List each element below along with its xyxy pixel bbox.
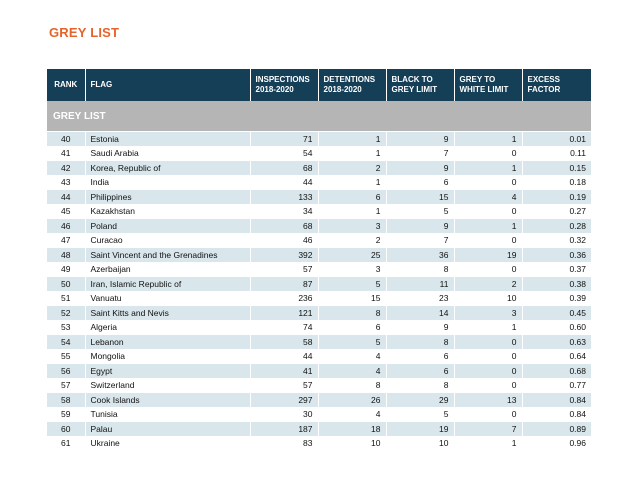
header-excess-factor: EXCESS FACTOR [522,69,591,101]
cell-detentions: 4 [318,364,386,379]
cell-grey-to-white: 7 [454,422,522,437]
table-row [47,335,591,350]
table-row [47,190,591,205]
cell-rank: 47 [47,233,85,248]
cell-rank: 51 [47,291,85,306]
cell-detentions: 6 [318,190,386,205]
table-row [47,378,591,393]
cell-flag: Estonia [85,132,250,147]
cell-grey-to-white: 0 [454,233,522,248]
cell-detentions: 2 [318,233,386,248]
cell-rank: 49 [47,262,85,277]
cell-excess-factor: 0.32 [522,233,591,248]
table-row [47,349,591,364]
cell-inspections: 30 [250,407,318,422]
cell-rank: 52 [47,306,85,321]
cell-grey-to-white: 1 [454,132,522,147]
cell-black-to-grey: 14 [386,306,454,321]
table-row [47,175,591,190]
cell-grey-to-white: 0 [454,378,522,393]
header-detentions: DETENTIONS 2018-2020 [318,69,386,101]
cell-grey-to-white: 0 [454,335,522,350]
cell-detentions: 3 [318,262,386,277]
header-rank: RANK [47,69,85,101]
cell-excess-factor: 0.64 [522,349,591,364]
table-row [47,277,591,292]
cell-flag: Lebanon [85,335,250,350]
cell-black-to-grey: 6 [386,364,454,379]
cell-black-to-grey: 8 [386,378,454,393]
cell-flag: Curacao [85,233,250,248]
cell-black-to-grey: 5 [386,407,454,422]
cell-rank: 44 [47,190,85,205]
table-row [47,161,591,176]
table-row [47,364,591,379]
cell-flag: Iran, Islamic Republic of [85,277,250,292]
cell-flag: Tunisia [85,407,250,422]
cell-black-to-grey: 9 [386,161,454,176]
cell-detentions: 1 [318,175,386,190]
cell-inspections: 71 [250,132,318,147]
cell-grey-to-white: 0 [454,146,522,161]
cell-rank: 40 [47,132,85,147]
table-row [47,422,591,437]
cell-rank: 54 [47,335,85,350]
cell-detentions: 1 [318,146,386,161]
cell-flag: India [85,175,250,190]
cell-inspections: 41 [250,364,318,379]
cell-black-to-grey: 29 [386,393,454,408]
cell-detentions: 2 [318,161,386,176]
cell-black-to-grey: 9 [386,219,454,234]
cell-inspections: 34 [250,204,318,219]
cell-excess-factor: 0.84 [522,393,591,408]
cell-inspections: 83 [250,436,318,451]
cell-grey-to-white: 2 [454,277,522,292]
cell-detentions: 1 [318,204,386,219]
cell-excess-factor: 0.60 [522,320,591,335]
cell-rank: 58 [47,393,85,408]
table-row [47,219,591,234]
cell-inspections: 54 [250,146,318,161]
cell-rank: 41 [47,146,85,161]
cell-inspections: 74 [250,320,318,335]
cell-inspections: 46 [250,233,318,248]
cell-grey-to-white: 19 [454,248,522,263]
cell-excess-factor: 0.38 [522,277,591,292]
header-black-to-grey: BLACK TO GREY LIMIT [386,69,454,101]
header-flag: FLAG [85,69,250,101]
cell-inspections: 133 [250,190,318,205]
cell-inspections: 392 [250,248,318,263]
cell-rank: 50 [47,277,85,292]
cell-black-to-grey: 10 [386,436,454,451]
section-row [47,101,591,132]
cell-inspections: 44 [250,175,318,190]
cell-flag: Cook Islands [85,393,250,408]
cell-grey-to-white: 0 [454,407,522,422]
cell-flag: Vanuatu [85,291,250,306]
table-row [47,436,591,451]
cell-grey-to-white: 10 [454,291,522,306]
table-row [47,146,591,161]
cell-inspections: 44 [250,349,318,364]
cell-flag: Egypt [85,364,250,379]
cell-inspections: 236 [250,291,318,306]
cell-black-to-grey: 8 [386,262,454,277]
cell-black-to-grey: 9 [386,132,454,147]
cell-inspections: 68 [250,161,318,176]
cell-excess-factor: 0.63 [522,335,591,350]
cell-excess-factor: 0.77 [522,378,591,393]
cell-detentions: 25 [318,248,386,263]
cell-rank: 46 [47,219,85,234]
cell-black-to-grey: 36 [386,248,454,263]
cell-excess-factor: 0.84 [522,407,591,422]
cell-black-to-grey: 15 [386,190,454,205]
cell-grey-to-white: 0 [454,262,522,277]
cell-excess-factor: 0.89 [522,422,591,437]
grey-list-table [47,69,591,451]
cell-rank: 55 [47,349,85,364]
table-row [47,320,591,335]
cell-grey-to-white: 1 [454,320,522,335]
cell-flag: Saint Vincent and the Grenadines [85,248,250,263]
cell-black-to-grey: 19 [386,422,454,437]
cell-rank: 48 [47,248,85,263]
cell-excess-factor: 0.27 [522,204,591,219]
cell-flag: Azerbaijan [85,262,250,277]
cell-flag: Philippines [85,190,250,205]
section-label: GREY LIST [47,101,591,132]
page-title: GREY LIST [49,25,120,40]
table-row [47,393,591,408]
cell-flag: Ukraine [85,436,250,451]
cell-grey-to-white: 1 [454,219,522,234]
cell-excess-factor: 0.18 [522,175,591,190]
cell-rank: 56 [47,364,85,379]
cell-black-to-grey: 7 [386,146,454,161]
cell-black-to-grey: 23 [386,291,454,306]
header-grey-to-white: GREY TO WHITE LIMIT [454,69,522,101]
cell-excess-factor: 0.01 [522,132,591,147]
cell-black-to-grey: 6 [386,175,454,190]
cell-excess-factor: 0.28 [522,219,591,234]
cell-rank: 61 [47,436,85,451]
cell-grey-to-white: 0 [454,204,522,219]
cell-detentions: 8 [318,378,386,393]
cell-detentions: 1 [318,132,386,147]
cell-black-to-grey: 11 [386,277,454,292]
cell-grey-to-white: 0 [454,364,522,379]
cell-excess-factor: 0.11 [522,146,591,161]
cell-detentions: 3 [318,219,386,234]
header-row [47,69,591,101]
cell-flag: Palau [85,422,250,437]
cell-flag: Saint Kitts and Nevis [85,306,250,321]
cell-flag: Saudi Arabia [85,146,250,161]
cell-flag: Poland [85,219,250,234]
table-row [47,291,591,306]
cell-grey-to-white: 1 [454,436,522,451]
cell-black-to-grey: 9 [386,320,454,335]
cell-rank: 60 [47,422,85,437]
cell-inspections: 187 [250,422,318,437]
table-row [47,306,591,321]
cell-excess-factor: 0.45 [522,306,591,321]
cell-flag: Korea, Republic of [85,161,250,176]
cell-inspections: 57 [250,262,318,277]
cell-detentions: 5 [318,335,386,350]
cell-inspections: 297 [250,393,318,408]
cell-inspections: 121 [250,306,318,321]
table-row [47,204,591,219]
cell-detentions: 5 [318,277,386,292]
table-row [47,132,591,147]
cell-rank: 45 [47,204,85,219]
cell-grey-to-white: 0 [454,175,522,190]
cell-flag: Algeria [85,320,250,335]
cell-excess-factor: 0.68 [522,364,591,379]
table-row [47,407,591,422]
cell-grey-to-white: 0 [454,349,522,364]
cell-rank: 57 [47,378,85,393]
table-row [47,248,591,263]
cell-excess-factor: 0.36 [522,248,591,263]
cell-rank: 42 [47,161,85,176]
cell-flag: Mongolia [85,349,250,364]
cell-black-to-grey: 6 [386,349,454,364]
cell-excess-factor: 0.39 [522,291,591,306]
cell-flag: Kazakhstan [85,204,250,219]
cell-grey-to-white: 3 [454,306,522,321]
cell-excess-factor: 0.15 [522,161,591,176]
cell-detentions: 4 [318,349,386,364]
cell-black-to-grey: 8 [386,335,454,350]
cell-inspections: 58 [250,335,318,350]
cell-rank: 59 [47,407,85,422]
cell-excess-factor: 0.96 [522,436,591,451]
cell-detentions: 18 [318,422,386,437]
cell-detentions: 26 [318,393,386,408]
cell-excess-factor: 0.37 [522,262,591,277]
cell-rank: 53 [47,320,85,335]
cell-detentions: 10 [318,436,386,451]
cell-detentions: 15 [318,291,386,306]
cell-detentions: 4 [318,407,386,422]
table-row [47,233,591,248]
header-inspections: INSPECTIONS 2018-2020 [250,69,318,101]
cell-black-to-grey: 7 [386,233,454,248]
cell-grey-to-white: 4 [454,190,522,205]
cell-detentions: 6 [318,320,386,335]
cell-grey-to-white: 1 [454,161,522,176]
cell-black-to-grey: 5 [386,204,454,219]
cell-inspections: 68 [250,219,318,234]
cell-grey-to-white: 13 [454,393,522,408]
cell-excess-factor: 0.19 [522,190,591,205]
cell-detentions: 8 [318,306,386,321]
cell-inspections: 87 [250,277,318,292]
table-row [47,262,591,277]
cell-inspections: 57 [250,378,318,393]
cell-rank: 43 [47,175,85,190]
cell-flag: Switzerland [85,378,250,393]
